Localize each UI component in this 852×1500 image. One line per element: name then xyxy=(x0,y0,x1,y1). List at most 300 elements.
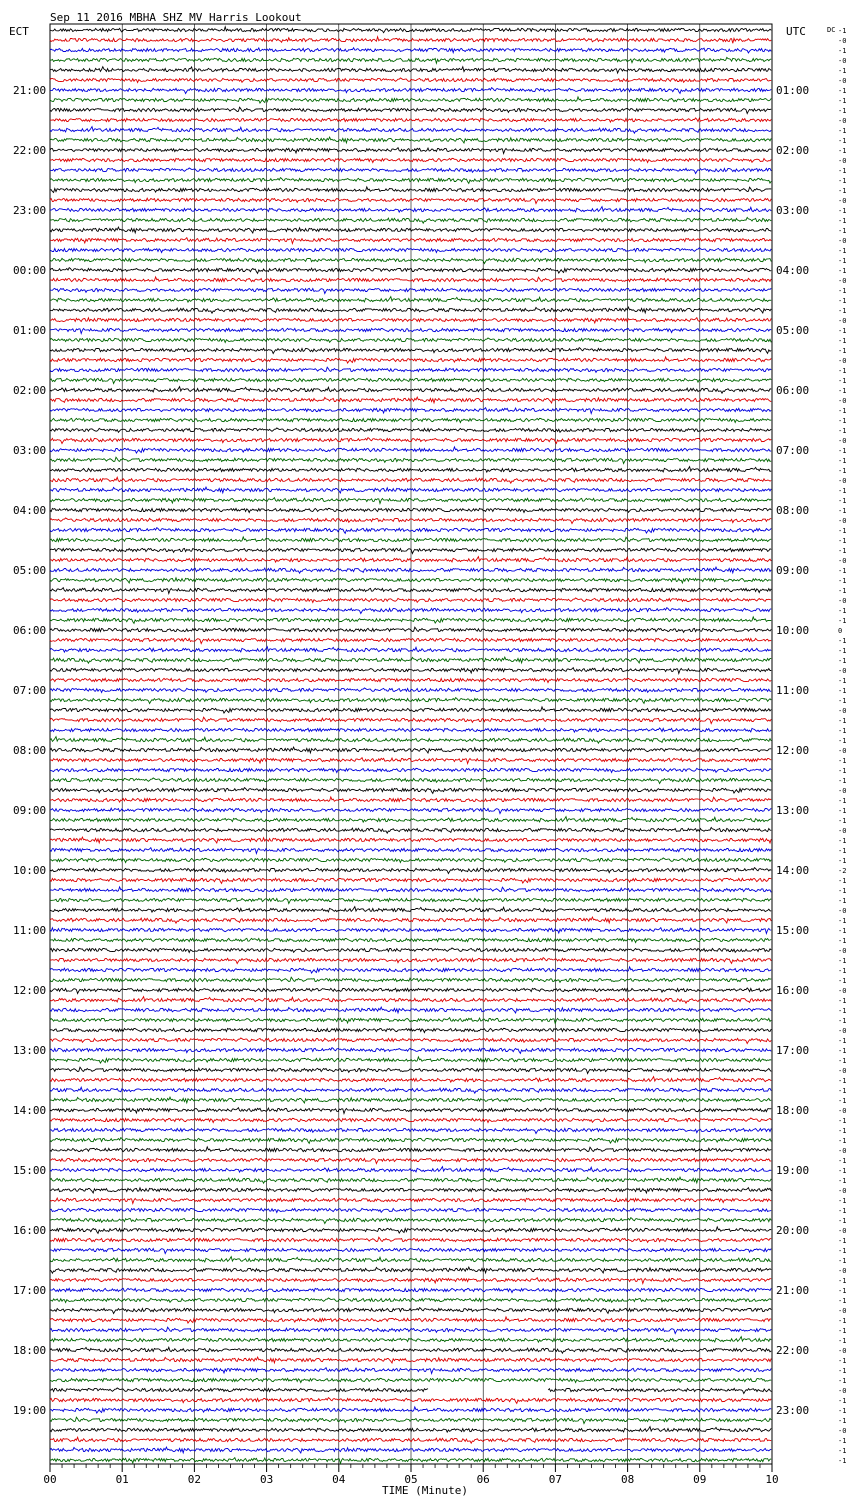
trace-98 xyxy=(50,1007,771,1013)
dc-offset-value: -1 xyxy=(838,487,847,495)
trace-13 xyxy=(50,158,771,162)
dc-offset-value: -0 xyxy=(838,37,847,45)
trace-17 xyxy=(50,198,771,203)
trace-35 xyxy=(50,378,771,383)
dc-offset-value: -1 xyxy=(838,687,847,695)
dc-offset-value: -1 xyxy=(838,27,847,35)
trace-12 xyxy=(50,148,771,154)
trace-126 xyxy=(50,1288,771,1292)
dc-offset-value: -1 xyxy=(838,497,847,505)
trace-110 xyxy=(50,1128,771,1133)
right-hour-label: 18:00 xyxy=(776,1104,810,1117)
dc-offset-value: -1 xyxy=(838,967,847,975)
dc-offset-value: -1 xyxy=(838,1337,847,1345)
dc-offset-value: -1 xyxy=(838,817,847,825)
dc-offset-values xyxy=(838,27,846,1465)
trace-119 xyxy=(50,1218,771,1224)
right-hour-label: 16:00 xyxy=(776,984,810,997)
trace-70 xyxy=(50,728,771,732)
trace-140 xyxy=(50,1427,771,1433)
dc-offset-value: -1 xyxy=(838,757,847,765)
dc-offset-value: -1 xyxy=(838,1297,847,1305)
dc-offset-value: -1 xyxy=(838,227,847,235)
dc-offset-value: -1 xyxy=(838,1237,847,1245)
trace-83 xyxy=(50,858,771,863)
trace-114 xyxy=(50,1167,771,1173)
trace-108 xyxy=(50,1108,771,1114)
dc-offset-value: -1 xyxy=(838,1287,847,1295)
dc-offset-value: -1 xyxy=(838,567,847,575)
trace-130 xyxy=(50,1327,771,1333)
dc-offset-value: -0 xyxy=(838,277,847,285)
dc-offset-value: -2 xyxy=(838,867,847,875)
trace-89 xyxy=(50,917,771,923)
dc-offset-value: -1 xyxy=(838,327,847,335)
right-hour-label: 03:00 xyxy=(776,204,810,217)
trace-78 xyxy=(50,808,771,813)
left-hour-label: 10:00 xyxy=(13,864,47,877)
dc-offset-value: -1 xyxy=(838,337,847,345)
trace-71 xyxy=(50,737,771,744)
dc-offset-value: -1 xyxy=(838,377,847,385)
trace-6 xyxy=(50,88,771,94)
dc-offset-value: -0 xyxy=(838,827,847,835)
trace-48 xyxy=(50,508,771,512)
trace-18 xyxy=(50,207,771,213)
trace-73 xyxy=(50,758,771,764)
trace-127 xyxy=(50,1298,771,1303)
x-tick-label: 02 xyxy=(187,1473,202,1486)
trace-136 xyxy=(548,1388,771,1393)
trace-136 xyxy=(50,1388,428,1392)
trace-25 xyxy=(50,277,771,282)
trace-24 xyxy=(50,268,771,274)
trace-44 xyxy=(50,467,771,473)
trace-91 xyxy=(50,938,771,942)
trace-63 xyxy=(50,657,771,663)
dc-offset-value: -0 xyxy=(838,557,847,565)
dc-offset-value: -1 xyxy=(838,977,847,985)
right-hour-label: 22:00 xyxy=(776,1344,810,1357)
trace-15 xyxy=(50,178,771,184)
dc-offset-value: -1 xyxy=(838,777,847,785)
right-hour-label: 17:00 xyxy=(776,1044,810,1057)
left-hour-label: 23:00 xyxy=(13,204,47,217)
dc-offset-value: -0 xyxy=(838,397,847,405)
dc-offset-value: -0 xyxy=(838,1227,847,1235)
trace-107 xyxy=(50,1097,771,1103)
dc-offset-value: -1 xyxy=(838,727,847,735)
right-hour-label: 01:00 xyxy=(776,84,810,97)
trace-57 xyxy=(50,598,771,603)
trace-92 xyxy=(50,948,771,953)
dc-offset-value: -1 xyxy=(838,47,847,55)
dc-offset-value: -1 xyxy=(838,1277,847,1285)
trace-61 xyxy=(50,638,771,643)
x-tick-label: 08 xyxy=(620,1473,635,1486)
trace-74 xyxy=(50,768,771,772)
trace-93 xyxy=(50,958,771,964)
dc-offset-value: -1 xyxy=(838,1397,847,1405)
trace-55 xyxy=(50,578,771,583)
left-hour-label: 16:00 xyxy=(13,1224,47,1237)
dc-offset-value: -0 xyxy=(838,237,847,245)
dc-offset-value: -1 xyxy=(838,1087,847,1095)
trace-8 xyxy=(50,107,771,113)
trace-54 xyxy=(50,567,771,573)
right-hour-label: 12:00 xyxy=(776,744,810,757)
dc-offset-value: -1 xyxy=(838,187,847,195)
right-hour-label: 20:00 xyxy=(776,1224,810,1237)
dc-offset-value: -1 xyxy=(838,1437,847,1445)
dc-offset-value: -0 xyxy=(838,747,847,755)
dc-offset-value: -0 xyxy=(838,1107,847,1115)
trace-21 xyxy=(50,238,771,244)
dc-offset-value: -1 xyxy=(838,87,847,95)
right-timezone-label: UTC xyxy=(786,25,806,38)
left-hour-label: 17:00 xyxy=(13,1284,47,1297)
dc-offset-value: -1 xyxy=(838,267,847,275)
trace-5 xyxy=(50,78,771,83)
trace-95 xyxy=(50,977,771,982)
dc-offset-value: -1 xyxy=(838,1417,847,1425)
trace-33 xyxy=(50,357,771,363)
dc-offset-value: -1 xyxy=(838,917,847,925)
dc-offset-value: -1 xyxy=(838,697,847,705)
right-hour-label: 08:00 xyxy=(776,504,810,517)
left-hour-label: 01:00 xyxy=(13,324,47,337)
trace-16 xyxy=(50,187,771,193)
trace-28 xyxy=(50,307,771,313)
dc-offset-value: -1 xyxy=(838,1407,847,1415)
trace-143 xyxy=(50,1458,771,1464)
dc-offset-value: -1 xyxy=(838,527,847,535)
dc-offset-value: -1 xyxy=(838,1077,847,1085)
trace-77 xyxy=(50,797,771,802)
dc-offset-value: -1 xyxy=(838,647,847,655)
dc-offset-value: -1 xyxy=(838,1007,847,1015)
trace-122 xyxy=(50,1248,771,1253)
dc-offset-value: -1 xyxy=(838,607,847,615)
trace-94 xyxy=(50,967,771,973)
trace-133 xyxy=(50,1357,771,1363)
right-hour-label: 21:00 xyxy=(776,1284,810,1297)
trace-111 xyxy=(50,1138,771,1144)
trace-132 xyxy=(50,1347,771,1353)
dc-offset-value: 0 xyxy=(838,627,843,635)
left-timezone-label: ECT xyxy=(9,25,29,38)
trace-125 xyxy=(50,1278,771,1284)
x-tick-label: 07 xyxy=(548,1473,563,1486)
trace-104 xyxy=(50,1067,771,1073)
trace-121 xyxy=(50,1237,771,1242)
trace-9 xyxy=(50,118,771,122)
trace-101 xyxy=(50,1038,771,1044)
trace-56 xyxy=(50,588,771,594)
trace-80 xyxy=(50,828,771,834)
trace-69 xyxy=(50,717,771,723)
dc-offset-value: -1 xyxy=(838,1047,847,1055)
trace-139 xyxy=(50,1417,771,1423)
trace-88 xyxy=(50,907,771,913)
trace-105 xyxy=(50,1077,771,1083)
trace-53 xyxy=(50,557,771,563)
trace-128 xyxy=(50,1308,771,1314)
dc-offset-value: -1 xyxy=(838,167,847,175)
dc-offset-value: -1 xyxy=(838,577,847,585)
dc-offset-value: -1 xyxy=(838,617,847,625)
dc-offset-value: -1 xyxy=(838,347,847,355)
dc-offset-value: -1 xyxy=(838,1377,847,1385)
trace-46 xyxy=(50,487,771,493)
right-hour-label: 19:00 xyxy=(776,1164,810,1177)
trace-112 xyxy=(50,1147,771,1152)
dc-offset-value: -1 xyxy=(838,537,847,545)
trace-86 xyxy=(50,887,771,892)
x-axis-label: TIME (Minute) xyxy=(381,1484,469,1497)
trace-142 xyxy=(50,1447,771,1453)
dc-offset-value: -0 xyxy=(838,357,847,365)
trace-2 xyxy=(50,48,771,53)
dc-offset-value: -1 xyxy=(838,1137,847,1145)
left-hour-label: 11:00 xyxy=(13,924,47,937)
dc-offset-value: -0 xyxy=(838,947,847,955)
trace-7 xyxy=(50,97,771,103)
trace-36 xyxy=(50,387,771,394)
dc-offset-value: -1 xyxy=(838,1177,847,1185)
x-tick-label: 00 xyxy=(43,1473,57,1486)
dc-offset-value: -0 xyxy=(838,1347,847,1355)
left-hour-label: 00:00 xyxy=(13,264,47,277)
dc-offset-value: -1 xyxy=(838,587,847,595)
dc-offset-value: -1 xyxy=(838,807,847,815)
trace-115 xyxy=(50,1177,771,1183)
left-hour-label: 22:00 xyxy=(13,144,47,157)
trace-67 xyxy=(50,698,771,704)
dc-offset-value: -1 xyxy=(838,677,847,685)
trace-123 xyxy=(50,1257,771,1262)
right-hour-labels xyxy=(776,84,809,1417)
trace-27 xyxy=(50,297,771,303)
trace-90 xyxy=(50,928,771,934)
dc-offset-value: -1 xyxy=(838,717,847,725)
dc-offset-value: -1 xyxy=(838,887,847,895)
left-hour-label: 21:00 xyxy=(13,84,47,97)
trace-4 xyxy=(50,67,771,73)
trace-26 xyxy=(50,288,771,293)
left-hour-label: 07:00 xyxy=(13,684,47,697)
trace-117 xyxy=(50,1198,771,1203)
left-hour-label: 02:00 xyxy=(13,384,47,397)
dc-offset-value: -1 xyxy=(838,107,847,115)
trace-1 xyxy=(50,37,771,44)
trace-30 xyxy=(50,328,771,333)
left-hour-label: 13:00 xyxy=(13,1044,47,1057)
dc-offset-value: -1 xyxy=(838,457,847,465)
left-hour-label: 19:00 xyxy=(13,1404,47,1417)
dc-offset-value: -1 xyxy=(838,837,847,845)
dc-offset-value: -1 xyxy=(838,877,847,885)
trace-20 xyxy=(50,227,771,233)
dc-offset-value: -1 xyxy=(838,1017,847,1025)
trace-45 xyxy=(50,477,771,483)
trace-109 xyxy=(50,1118,771,1123)
dc-offset-value: -0 xyxy=(838,1307,847,1315)
trace-75 xyxy=(50,778,771,784)
trace-66 xyxy=(50,688,771,693)
dc-offset-value: -1 xyxy=(838,1357,847,1365)
trace-102 xyxy=(50,1048,771,1054)
dc-offset-value: -0 xyxy=(838,517,847,525)
trace-37 xyxy=(50,397,771,403)
right-hour-label: 11:00 xyxy=(776,684,810,697)
left-hour-label: 03:00 xyxy=(13,444,47,457)
dc-offset-value: -0 xyxy=(838,1067,847,1075)
dc-offset-value: -1 xyxy=(838,1127,847,1135)
trace-39 xyxy=(50,418,771,422)
trace-120 xyxy=(50,1227,771,1234)
dc-offset-value: -0 xyxy=(838,907,847,915)
trace-84 xyxy=(50,868,771,874)
dc-offset-value: -1 xyxy=(838,507,847,515)
dc-offset-value: -1 xyxy=(838,1037,847,1045)
left-hour-label: 08:00 xyxy=(13,744,47,757)
dc-offset-value: -1 xyxy=(838,927,847,935)
dc-offset-value: -0 xyxy=(838,1267,847,1275)
trace-19 xyxy=(50,218,771,224)
x-tick-label: 03 xyxy=(259,1473,274,1486)
right-hour-label: 13:00 xyxy=(776,804,810,817)
dc-offset-value: -1 xyxy=(838,1157,847,1165)
dc-offset-value: -1 xyxy=(838,97,847,105)
dc-offset-value: -1 xyxy=(838,287,847,295)
trace-40 xyxy=(50,428,771,432)
dc-offset-value: -1 xyxy=(838,857,847,865)
chart-title: Sep 11 2016 MBHA SHZ MV Harris Lookout xyxy=(50,11,302,24)
dc-offset-value: -1 xyxy=(838,1167,847,1175)
dc-offset-value: -1 xyxy=(838,797,847,805)
dc-offset-value: -1 xyxy=(838,1247,847,1255)
dc-offset-value: -1 xyxy=(838,847,847,855)
trace-106 xyxy=(50,1087,771,1093)
dc-offset-value: -0 xyxy=(838,1427,847,1435)
trace-43 xyxy=(50,457,771,463)
trace-135 xyxy=(50,1378,771,1382)
left-hour-label: 15:00 xyxy=(13,1164,47,1177)
left-hour-label: 09:00 xyxy=(13,804,47,817)
dc-offset-value: -1 xyxy=(838,447,847,455)
trace-116 xyxy=(50,1188,771,1193)
trace-22 xyxy=(50,248,771,253)
dc-offset-value: -1 xyxy=(838,1207,847,1215)
trace-72 xyxy=(50,747,771,753)
trace-118 xyxy=(50,1208,771,1213)
dc-offset-value: -1 xyxy=(838,247,847,255)
dc-offset-value: -0 xyxy=(838,1147,847,1155)
trace-34 xyxy=(50,367,771,372)
left-hour-label: 04:00 xyxy=(13,504,47,517)
dc-offset-value: -1 xyxy=(838,547,847,555)
trace-32 xyxy=(50,348,771,354)
trace-97 xyxy=(50,997,771,1004)
dc-offset-value: -1 xyxy=(838,1367,847,1375)
trace-23 xyxy=(50,258,771,263)
right-hour-label: 02:00 xyxy=(776,144,810,157)
right-hour-label: 07:00 xyxy=(776,444,810,457)
x-tick-label: 10 xyxy=(765,1473,779,1486)
dc-offset-value: -0 xyxy=(838,317,847,325)
trace-82 xyxy=(50,848,771,854)
dc-offset-value: -1 xyxy=(838,257,847,265)
trace-131 xyxy=(50,1337,771,1343)
left-hour-label: 06:00 xyxy=(13,624,47,637)
dc-offset-value: -1 xyxy=(838,147,847,155)
trace-137 xyxy=(50,1398,771,1404)
dc-offset-value: -0 xyxy=(838,57,847,65)
right-hour-label: 15:00 xyxy=(776,924,810,937)
dc-offset-value: -0 xyxy=(838,197,847,205)
right-hour-label: 06:00 xyxy=(776,384,810,397)
trace-103 xyxy=(50,1057,771,1063)
dc-offset-value: -1 xyxy=(838,407,847,415)
dc-offset-value: -1 xyxy=(838,1317,847,1325)
dc-label: DC xyxy=(827,26,836,34)
dc-offset-value: -0 xyxy=(838,77,847,85)
dc-offset-value: -1 xyxy=(838,137,847,145)
left-hour-label: 14:00 xyxy=(13,1104,47,1117)
x-axis xyxy=(43,1464,778,1486)
dc-offset-value: -0 xyxy=(838,667,847,675)
right-hour-label: 10:00 xyxy=(776,624,810,637)
left-hour-label: 18:00 xyxy=(13,1344,47,1357)
trace-79 xyxy=(50,817,771,823)
trace-50 xyxy=(50,528,771,534)
trace-99 xyxy=(50,1018,771,1024)
dc-offset-value: -1 xyxy=(838,297,847,305)
trace-52 xyxy=(50,548,771,553)
trace-31 xyxy=(50,338,771,343)
left-hour-label: 12:00 xyxy=(13,984,47,997)
trace-124 xyxy=(50,1267,771,1273)
dc-offset-value: -1 xyxy=(838,1257,847,1265)
trace-49 xyxy=(50,518,771,524)
dc-offset-value: -1 xyxy=(838,1097,847,1105)
dc-offset-value: -1 xyxy=(838,997,847,1005)
dc-offset-value: -0 xyxy=(838,987,847,995)
dc-offset-value: -0 xyxy=(838,707,847,715)
trace-141 xyxy=(50,1437,771,1443)
trace-65 xyxy=(50,678,771,682)
trace-14 xyxy=(50,168,771,174)
x-tick-label: 04 xyxy=(332,1473,346,1486)
right-hour-label: 14:00 xyxy=(776,864,810,877)
dc-offset-value: -0 xyxy=(838,437,847,445)
dc-offset-value: -1 xyxy=(838,367,847,375)
dc-offset-value: -0 xyxy=(838,787,847,795)
right-hour-label: 05:00 xyxy=(776,324,810,337)
dc-offset-value: -1 xyxy=(838,1117,847,1125)
trace-62 xyxy=(50,647,771,653)
trace-38 xyxy=(50,408,771,414)
right-hour-label: 23:00 xyxy=(776,1404,810,1417)
dc-offset-value: -1 xyxy=(838,1457,847,1465)
dc-offset-value: -0 xyxy=(838,1187,847,1195)
right-hour-label: 09:00 xyxy=(776,564,810,577)
dc-offset-value: -1 xyxy=(838,427,847,435)
dc-offset-value: -0 xyxy=(838,477,847,485)
trace-42 xyxy=(50,447,771,453)
trace-96 xyxy=(50,988,771,994)
